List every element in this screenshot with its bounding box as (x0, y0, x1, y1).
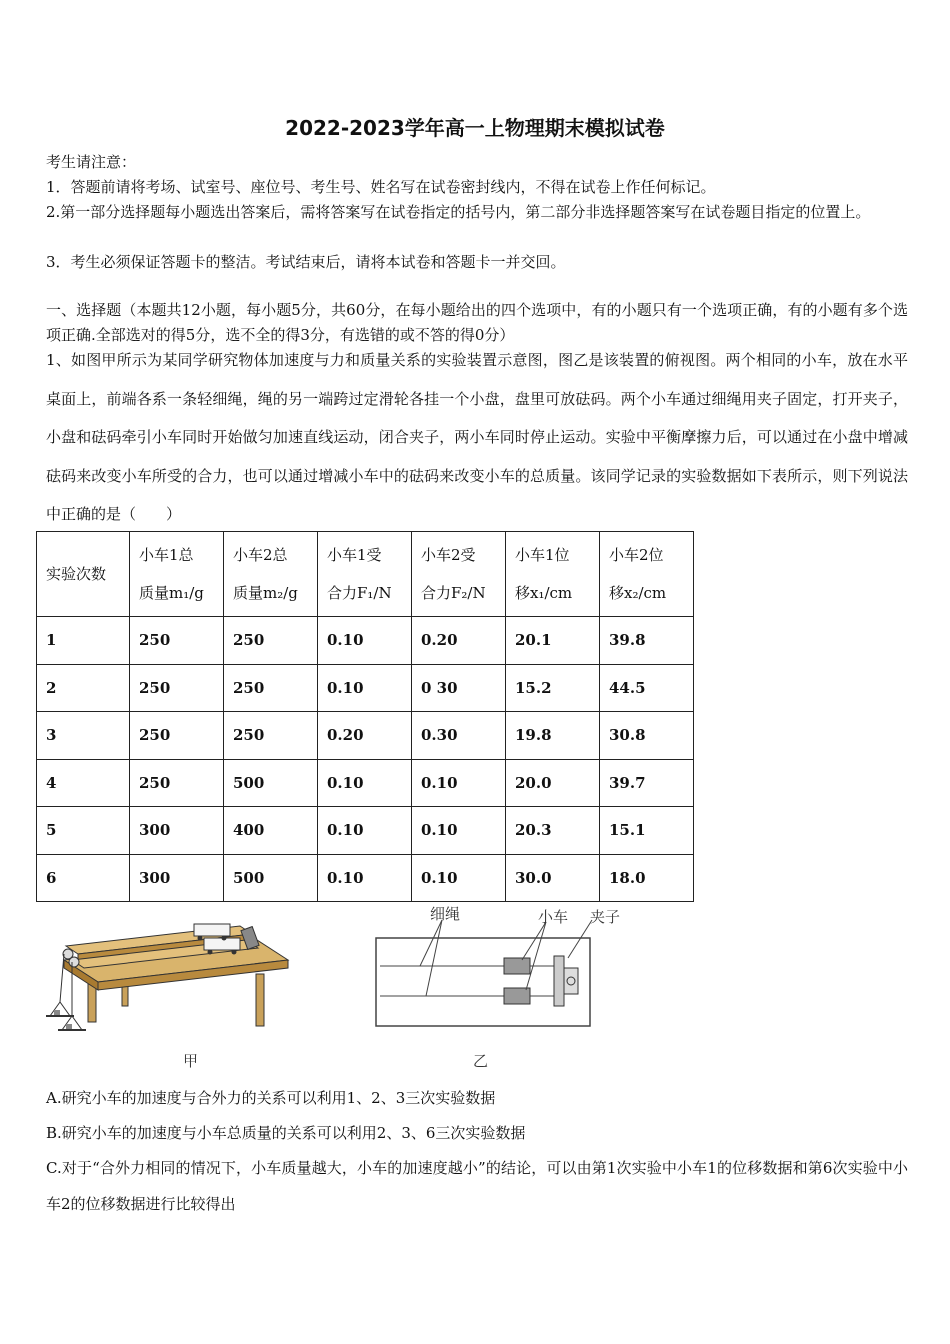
table-cell: 0.20 (318, 712, 412, 760)
header-trial: 实验次数 (37, 532, 130, 617)
figure-label-clip: 夹子 (590, 908, 621, 926)
table-cell: 300 (130, 854, 224, 902)
notice-item-3: 3．考生必须保证答题卡的整洁。考试结束后，请将本试卷和答题卡一并交回。 (46, 253, 566, 271)
table-cell: 0.10 (318, 617, 412, 665)
table-cell: 15.2 (506, 664, 600, 712)
table-cell: 500 (224, 759, 318, 807)
table-cell: 30.0 (506, 854, 600, 902)
table-cell: 0.10 (412, 807, 506, 855)
table-row (37, 712, 694, 760)
table-row (37, 617, 694, 665)
table-cell: 3 (37, 712, 130, 760)
table-cell: 0.20 (412, 617, 506, 665)
experiment-data-table (36, 531, 694, 902)
table-cell: 44.5 (600, 664, 694, 712)
table-cell: 250 (224, 617, 318, 665)
table-cell: 0.10 (318, 807, 412, 855)
notice-heading: 考生请注意： (46, 153, 137, 171)
table-cell: 250 (130, 712, 224, 760)
table-cell: 0.10 (412, 759, 506, 807)
table-cell: 18.0 (600, 854, 694, 902)
table-cell: 0.30 (412, 712, 506, 760)
table-cell: 5 (37, 807, 130, 855)
table-row (37, 854, 694, 902)
figure-caption-yi: 乙 (473, 1052, 489, 1070)
table-cell: 300 (130, 807, 224, 855)
table-cell: 0.10 (318, 854, 412, 902)
notice-item-1: 1．答题前请将考场、试室号、座位号、考生号、姓名写在试卷密封线内，不得在试卷上作任何标记。 (46, 178, 716, 196)
option-b: B.研究小车的加速度与小车总质量的关系可以利用2、3、6三次实验数据 (46, 1124, 526, 1142)
header-cart2-mass: 小车2总 质量m₂/g (224, 532, 318, 617)
header-cart2-force: 小车2受 合力F₂/N (412, 532, 506, 617)
table-cell: 250 (224, 664, 318, 712)
table-cell: 6 (37, 854, 130, 902)
table-cell: 30.8 (600, 712, 694, 760)
header-cart1-mass: 小车1总 质量m₁/g (130, 532, 224, 617)
table-cell: 20.0 (506, 759, 600, 807)
table-cell: 400 (224, 807, 318, 855)
table-cell: 0.10 (318, 664, 412, 712)
option-c: C.对于“合外力相同的情况下，小车质量越大，小车的加速度越小”的结论，可以由第1次实验中小车1的位移数据和第6次实验中小车2的位移数据进行比较得出 (46, 1159, 908, 1213)
table-row (37, 664, 694, 712)
table-cell: 500 (224, 854, 318, 902)
table-cell: 250 (130, 759, 224, 807)
header-cart1-displacement: 小车1位 移x₁/cm (506, 532, 600, 617)
table-cell: 250 (130, 664, 224, 712)
table-row (37, 807, 694, 855)
table-cell: 250 (224, 712, 318, 760)
table-cell: 15.1 (600, 807, 694, 855)
section-heading: 一、选择题（本题共12小题，每小题5分，共60分，在每小题给出的四个选项中，有的小题只有一个选项正确，有的小题有多个选项正确.全部选对的得5分，选不全的得3分，有选错的或不答的得0分） (46, 301, 908, 344)
table-cell: 20.1 (506, 617, 600, 665)
table-header-row (37, 532, 694, 617)
table-cell: 2 (37, 664, 130, 712)
table-cell: 19.8 (506, 712, 600, 760)
table-cell: 4 (37, 759, 130, 807)
table-cell: 39.7 (600, 759, 694, 807)
table-cell: 20.3 (506, 807, 600, 855)
table-row (37, 759, 694, 807)
table-cell: 0.10 (412, 854, 506, 902)
table-cell: 0 30 (412, 664, 506, 712)
figure-label-rope: 细绳 (430, 905, 461, 923)
table-cell: 0.10 (318, 759, 412, 807)
table-cell: 39.8 (600, 617, 694, 665)
figure-caption-jia: 甲 (183, 1052, 199, 1070)
table-cell: 1 (37, 617, 130, 665)
figure-label-cart: 小车 (538, 908, 569, 926)
table-cell: 250 (130, 617, 224, 665)
option-a: A.研究小车的加速度与合外力的关系可以利用1、2、3三次实验数据 (46, 1089, 496, 1107)
notice-item-2: 2.第一部分选择题每小题选出答案后，需将答案写在试卷指定的括号内，第二部分非选择题答案写在试卷题目指定的位置上。 (46, 203, 871, 221)
apparatus-side-view-figure (44, 916, 294, 1036)
header-cart2-displacement: 小车2位 移x₂/cm (600, 532, 694, 617)
question-1-stem: 1、如图甲所示为某同学研究物体加速度与力和质量关系的实验装置示意图，图乙是该装置的俯视图。两个相同的小车，放在水平桌面上，前端各系一条轻细绳，绳的另一端跨过定滑轮各挂一个小盘，盘里可放砝码。两个小车通过细绳用夹子固定，打开夹子，小盘和砝码牵引小车同时开始做匀加速直线运动，闭合夹子，两小车同时停止运动。实验中平衡摩擦力后，可以通过在小盘中增减砝码来改变小车所受的合力，也可以通过增减小车中的砝码来改变小车的总质量。该同学记录的实验数据如下表所示，则下列说法中正确的是（ ） (46, 351, 908, 523)
page-title: 2022-2023学年高一上物理期末模拟试卷 (285, 116, 665, 140)
header-cart1-force: 小车1受 合力F₁/N (318, 532, 412, 617)
